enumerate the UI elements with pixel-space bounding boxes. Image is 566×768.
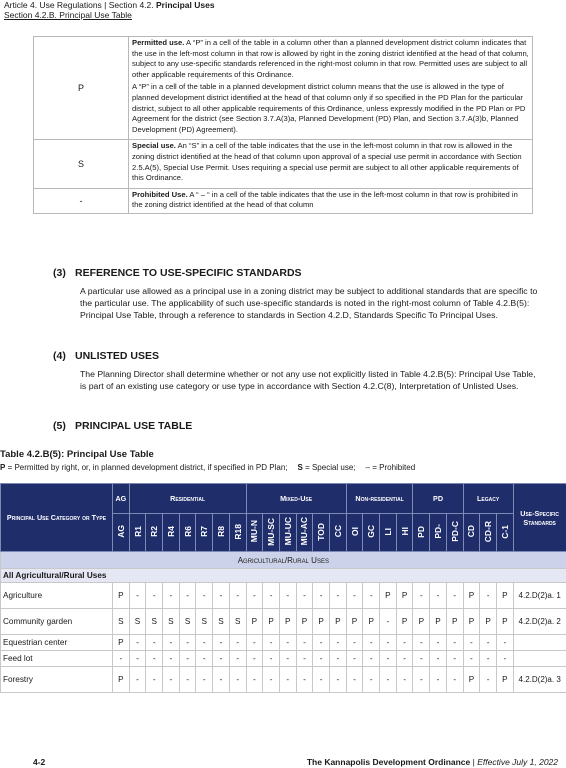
standards-header: Use-Specific Standards: [513, 484, 566, 552]
table-legend: P = Permitted by right, or, in planned development district, if specified in PD Plan; S = Special use; – = Prohibited: [0, 463, 416, 472]
permission-cell: -: [179, 651, 196, 667]
permission-cell: -: [163, 635, 180, 651]
permission-cell: S: [196, 609, 213, 635]
permission-cell: -: [246, 651, 263, 667]
use-name: Agriculture: [1, 583, 113, 609]
permission-cell: -: [446, 583, 463, 609]
subsection-link[interactable]: Section 4.2.B. Principal Use Table: [4, 10, 132, 20]
principal-use-table: [0, 483, 566, 693]
category-row: All Agricultural/Rural Uses: [1, 569, 566, 583]
permission-cell: -: [213, 635, 230, 651]
group-header: Mixed-Use: [246, 484, 346, 514]
permission-cell: -: [446, 635, 463, 651]
permission-cell: -: [246, 635, 263, 651]
permission-cell: -: [163, 667, 180, 693]
permission-cell: -: [263, 583, 280, 609]
column-header: HI: [396, 514, 413, 552]
permission-cell: -: [229, 667, 246, 693]
group-header: Residential: [129, 484, 246, 514]
column-header: PD-: [430, 514, 447, 552]
permission-cell: -: [329, 651, 346, 667]
permission-cell: P: [296, 609, 313, 635]
permission-cell: S: [146, 609, 163, 635]
category-banner: Agricultural/Rural Uses: [1, 552, 566, 569]
standards-reference: 4.2.D(2)a. 3: [513, 667, 566, 693]
permission-cell: -: [430, 651, 447, 667]
column-header: R4: [163, 514, 180, 552]
column-header: R1: [129, 514, 146, 552]
column-header: MU-SC: [263, 514, 280, 552]
permission-cell: P: [263, 609, 280, 635]
permission-cell: -: [129, 667, 146, 693]
permission-cell: -: [413, 651, 430, 667]
permission-cell: -: [329, 635, 346, 651]
definition-key: -: [34, 188, 129, 213]
permission-cell: -: [263, 635, 280, 651]
permission-cell: -: [129, 583, 146, 609]
permission-cell: P: [496, 667, 513, 693]
permission-cell: P: [463, 609, 480, 635]
permission-cell: -: [413, 667, 430, 693]
permission-cell: P: [446, 609, 463, 635]
permission-cell: -: [296, 583, 313, 609]
permission-cell: P: [313, 609, 330, 635]
permission-cell: -: [229, 583, 246, 609]
standards-reference: [513, 651, 566, 667]
permission-cell: P: [329, 609, 346, 635]
permission-cell: S: [179, 609, 196, 635]
permission-cell: -: [329, 583, 346, 609]
permission-cell: -: [313, 667, 330, 693]
permission-cell: -: [446, 651, 463, 667]
column-header: R6: [179, 514, 196, 552]
permission-cell: -: [313, 583, 330, 609]
permission-cell: S: [113, 609, 130, 635]
column-header: GC: [363, 514, 380, 552]
definition-text: Prohibited Use. A “ – “ in a cell of the table indicates that the use in the left-most column in that row is prohibited in the zoning district identified at the head of that column: [129, 188, 533, 213]
definition-key: S: [34, 140, 129, 188]
permission-cell: -: [229, 635, 246, 651]
permission-cell: P: [396, 609, 413, 635]
permission-cell: P: [463, 583, 480, 609]
permission-cell: -: [196, 583, 213, 609]
section-heading-3: (3) REFERENCE TO USE-SPECIFIC STANDARDS: [53, 267, 302, 279]
permission-cell: P: [113, 667, 130, 693]
permission-cell: -: [196, 651, 213, 667]
column-header: TOD: [313, 514, 330, 552]
permission-cell: S: [213, 609, 230, 635]
permission-cell: P: [463, 667, 480, 693]
standards-reference: 4.2.D(2)a. 2: [513, 609, 566, 635]
group-header: Non-residential: [346, 484, 413, 514]
table-row: [1, 583, 566, 609]
column-header: R8: [213, 514, 230, 552]
permission-cell: -: [279, 667, 296, 693]
permission-cell: -: [363, 583, 380, 609]
permission-cell: -: [380, 635, 397, 651]
column-header: OI: [346, 514, 363, 552]
permission-cell: -: [296, 667, 313, 693]
column-header: CC: [329, 514, 346, 552]
permission-cell: P: [380, 583, 397, 609]
section-heading-4: (4) UNLISTED USES: [53, 350, 160, 362]
column-header: PD-C: [446, 514, 463, 552]
permission-cell: -: [413, 635, 430, 651]
permission-cell: -: [246, 583, 263, 609]
definitions-table: [33, 36, 533, 214]
permission-cell: P: [363, 609, 380, 635]
permission-cell: -: [413, 583, 430, 609]
column-header: R7: [196, 514, 213, 552]
standards-reference: 4.2.D(2)a. 1: [513, 583, 566, 609]
group-header: AG: [113, 484, 130, 514]
permission-cell: -: [196, 667, 213, 693]
permission-cell: P: [246, 609, 263, 635]
section-label: Section 4.2.: [108, 0, 156, 10]
permission-cell: -: [179, 635, 196, 651]
definition-row-p: [34, 37, 533, 140]
permission-cell: -: [363, 667, 380, 693]
permission-cell: -: [246, 667, 263, 693]
permission-cell: P: [279, 609, 296, 635]
permission-cell: S: [163, 609, 180, 635]
permission-cell: -: [279, 635, 296, 651]
table-row: [1, 609, 566, 635]
permission-cell: -: [163, 651, 180, 667]
section-body-3: A particular use allowed as a principal use in a zoning district may be subject to additional standards that are specific to the particular use. The applicability of such use-specific standards is noted in the right-most column of Table 4.2.B(5): Principal Use Table, through a reference to standards in Section 4.2.D, Standards Specific To Principal Uses.: [80, 286, 538, 320]
permission-cell: -: [263, 667, 280, 693]
permission-cell: -: [146, 583, 163, 609]
permission-cell: -: [129, 635, 146, 651]
permission-cell: P: [430, 609, 447, 635]
permission-cell: -: [380, 667, 397, 693]
permission-cell: P: [113, 635, 130, 651]
permission-cell: P: [346, 609, 363, 635]
permission-cell: -: [329, 667, 346, 693]
permission-cell: -: [213, 651, 230, 667]
permission-cell: -: [396, 635, 413, 651]
permission-cell: P: [113, 583, 130, 609]
permission-cell: -: [480, 667, 497, 693]
permission-cell: -: [346, 651, 363, 667]
use-name: Feed lot: [1, 651, 113, 667]
permission-cell: -: [296, 635, 313, 651]
permission-cell: -: [496, 635, 513, 651]
use-name: Community garden: [1, 609, 113, 635]
permission-cell: -: [113, 651, 130, 667]
use-name: Forestry: [1, 667, 113, 693]
permission-cell: -: [163, 583, 180, 609]
running-header: Article 4. Use Regulations | Section 4.2. Principal Uses: [4, 0, 215, 10]
document-footer: The Kannapolis Development Ordinance | Effective July 1, 2022: [306, 757, 558, 767]
section-body-4: The Planning Director shall determine whether or not any use not explicitly listed in Table 4.2.B(5): Principal Use Table, is part of an existing use category or use type in accordance with Section 4.2.C(8), Interpretation of Unlisted Uses.: [80, 369, 536, 391]
permission-cell: -: [296, 651, 313, 667]
column-header: MU-N: [246, 514, 263, 552]
permission-cell: -: [430, 667, 447, 693]
table-row: [1, 667, 566, 693]
permission-cell: -: [396, 667, 413, 693]
permission-cell: -: [396, 651, 413, 667]
permission-cell: -: [430, 635, 447, 651]
column-header: CD: [463, 514, 480, 552]
definition-key: P: [34, 37, 129, 140]
column-header: R18: [229, 514, 246, 552]
permission-cell: -: [480, 583, 497, 609]
permission-cell: -: [263, 651, 280, 667]
permission-cell: -: [129, 651, 146, 667]
permission-cell: -: [363, 651, 380, 667]
permission-cell: -: [346, 667, 363, 693]
column-header: PD: [413, 514, 430, 552]
permission-cell: -: [480, 635, 497, 651]
permission-cell: -: [463, 651, 480, 667]
page-number: 4-2: [33, 757, 46, 767]
table-row: [1, 651, 566, 667]
permission-cell: -: [179, 583, 196, 609]
definition-text: Special use. An “S” in a cell of the table indicates that the use in the left-most column in that row is allowed in the zoning district identified at the head of that column upon approval of a special use permit in accordance with Section 2.5.A(5), Special Use Permit. Uses requiring a special use permit are subject to all other applicable requirements of this Ordinance.: [129, 140, 533, 188]
group-header: PD: [413, 484, 463, 514]
permission-cell: P: [496, 583, 513, 609]
permission-cell: P: [413, 609, 430, 635]
section-heading-5: (5) PRINCIPAL USE TABLE: [53, 420, 193, 432]
standards-reference: [513, 635, 566, 651]
permission-cell: -: [179, 667, 196, 693]
permission-cell: P: [496, 609, 513, 635]
permission-cell: -: [279, 583, 296, 609]
permission-cell: -: [380, 651, 397, 667]
column-header: CD-R: [480, 514, 497, 552]
permission-cell: -: [146, 635, 163, 651]
permission-cell: P: [396, 583, 413, 609]
permission-cell: -: [346, 583, 363, 609]
permission-cell: -: [279, 651, 296, 667]
column-header: AG: [113, 514, 130, 552]
column-header: C-1: [496, 514, 513, 552]
permission-cell: -: [446, 667, 463, 693]
group-header: Legacy: [463, 484, 513, 514]
column-header: MU-AC: [296, 514, 313, 552]
table-row: [1, 635, 566, 651]
permission-cell: -: [480, 651, 497, 667]
permission-cell: -: [196, 635, 213, 651]
corner-header: Principal Use Category or Type: [1, 484, 113, 552]
use-name: Equestrian center: [1, 635, 113, 651]
permission-cell: -: [146, 667, 163, 693]
permission-cell: -: [430, 583, 447, 609]
permission-cell: -: [313, 635, 330, 651]
permission-cell: -: [346, 635, 363, 651]
definition-row-s: [34, 140, 533, 188]
column-header: LI: [380, 514, 397, 552]
permission-cell: -: [496, 651, 513, 667]
permission-cell: -: [463, 635, 480, 651]
permission-cell: -: [363, 635, 380, 651]
permission-cell: -: [213, 667, 230, 693]
permission-cell: S: [229, 609, 246, 635]
column-header: MU-UC: [279, 514, 296, 552]
permission-cell: -: [380, 609, 397, 635]
definition-row-dash: [34, 188, 533, 213]
permission-cell: -: [229, 651, 246, 667]
permission-cell: -: [146, 651, 163, 667]
permission-cell: -: [213, 583, 230, 609]
definition-text: Permitted use. A “P” in a cell of the table in a column other than a planned development district column indicates that the use in the left-most column in that row is allowed by right in the zoning district identified at the head of that column, subject to any use-specific standards referenced in the right-most column in that row. Permitted uses are subject to all other applicable requirements of this Ordinance. A “P” in a cell of the table in a planned development district column means that the use is allowed in the type of planned development district identified at the head of that column only if so specified in the PD Plan for the particular district, subject to all other applicable requirements of this Ordinance, unless expressly modified in the PD Plan or PD Agreement for the district (see Section 3.7.A(3)a, Planned Development (PD) Plan, and Section 3.7.A(3)b, Planned Development (PD) Agreement).: [129, 37, 533, 140]
permission-cell: P: [480, 609, 497, 635]
table-title: Table 4.2.B(5): Principal Use Table: [0, 449, 154, 460]
permission-cell: -: [313, 651, 330, 667]
column-header: R2: [146, 514, 163, 552]
article-label: Article 4. Use Regulations: [4, 0, 102, 10]
permission-cell: S: [129, 609, 146, 635]
